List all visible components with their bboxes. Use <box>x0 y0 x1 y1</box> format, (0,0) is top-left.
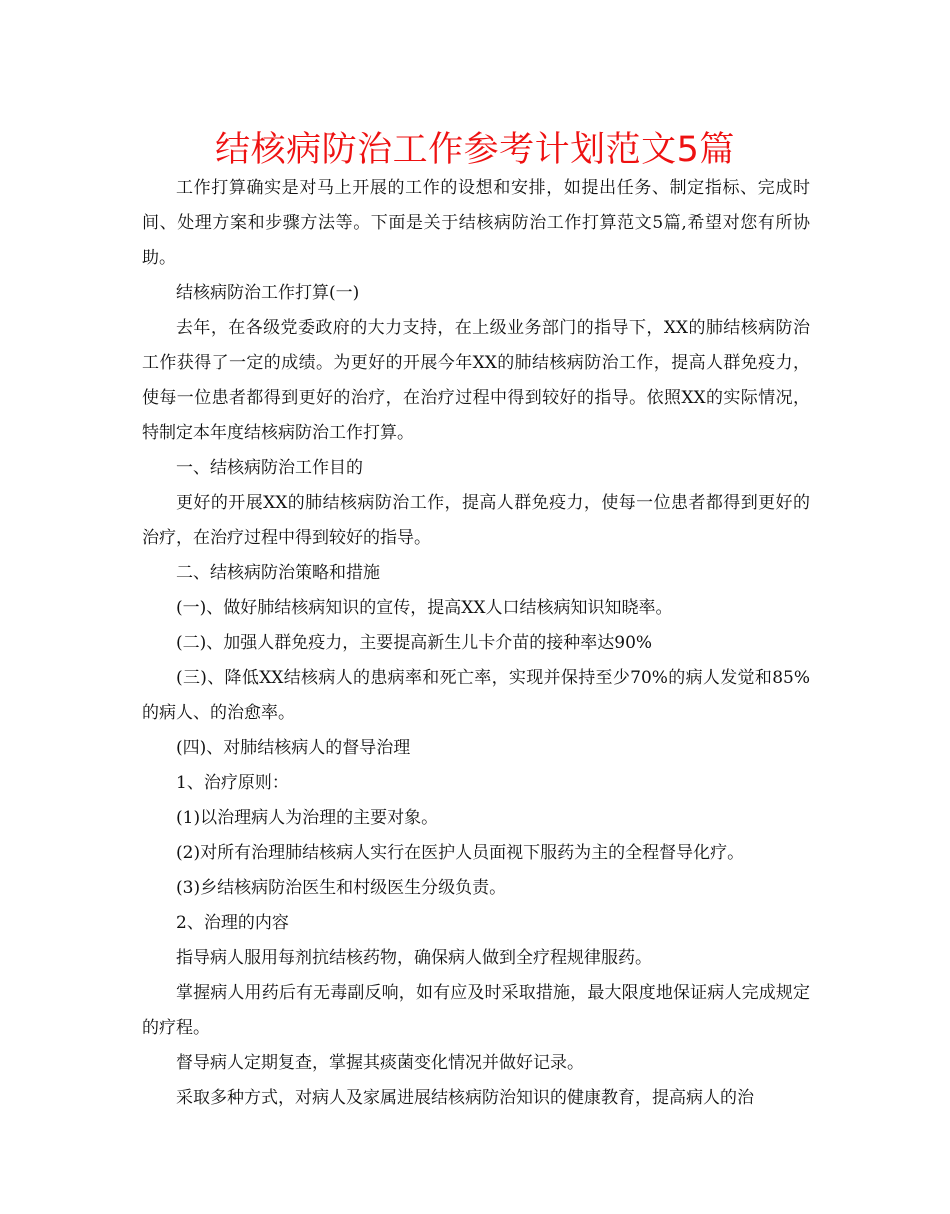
paragraph: 督导病人定期复查，掌握其痰菌变化情况并做好记录。 <box>176 1053 584 1073</box>
list-item: (四)、对肺结核病人的督导治理 <box>176 738 411 758</box>
paragraph: 更好的开展XX的肺结核病防治工作，提高人群免疫力，使每一位患者都得到更好的治疗，在治疗过程中得到较好的指导。 <box>142 493 810 548</box>
list-item: (3)乡结核病防治医生和村级医生分级负责。 <box>176 878 507 898</box>
paragraph: 采取多种方式，对病人及家属进展结核病防治知识的健康教育，提高病人的治 <box>176 1088 754 1108</box>
document-body <box>142 171 810 1116</box>
subsection-heading: 2、治理的内容 <box>176 913 289 933</box>
list-item: (1)以治理病人为治理的主要对象。 <box>176 808 439 828</box>
paragraph: 去年，在各级党委政府的大力支持，在上级业务部门的指导下，XX的肺结核病防治工作获得了一定的成绩。为更好的开展今年XX的肺结核病防治工作，提高人群免疫力，使每一位患者都得到更好的治疗，在治疗过程中得到较好的指导。依照XX的实际情况，特制定本年度结核病防治工作打算。 <box>142 318 810 443</box>
subsection-heading: 1、治疗原则： <box>176 773 289 793</box>
list-item: (2)对所有治理肺结核病人实行在医护人员面视下服药为主的全程督导化疗。 <box>176 843 745 863</box>
paragraph: 指导病人服用每剂抗结核药物，确保病人做到全疗程规律服药。 <box>176 948 652 968</box>
section-heading: 二、结核病防治策略和措施 <box>176 563 380 583</box>
section-heading: 结核病防治工作打算(一) <box>176 283 360 303</box>
list-item: (二)、加强人群免疫力，主要提高新生儿卡介苗的接种率达90% <box>176 633 653 653</box>
paragraph: 掌握病人用药后有无毒副反响，如有应及时采取措施，最大限度地保证病人完成规定的疗程。 <box>142 983 810 1038</box>
document-title: 结核病防治工作参考计划范文5篇 <box>215 130 735 170</box>
paragraph-intro: 工作打算确实是对马上开展的工作的设想和安排，如提出任务、制定指标、完成时间、处理方案和步骤方法等。下面是关于结核病防治工作打算范文5篇,希望对您有所协助。 <box>142 178 810 268</box>
list-item: (一)、做好肺结核病知识的宣传，提高XX人口结核病知识知晓率。 <box>176 598 673 618</box>
section-heading: 一、结核病防治工作目的 <box>176 458 363 478</box>
list-item: (三)、降低XX结核病人的患病率和死亡率，实现并保持至少70%的病人发觉和85%的病人、的治愈率。 <box>142 668 810 723</box>
